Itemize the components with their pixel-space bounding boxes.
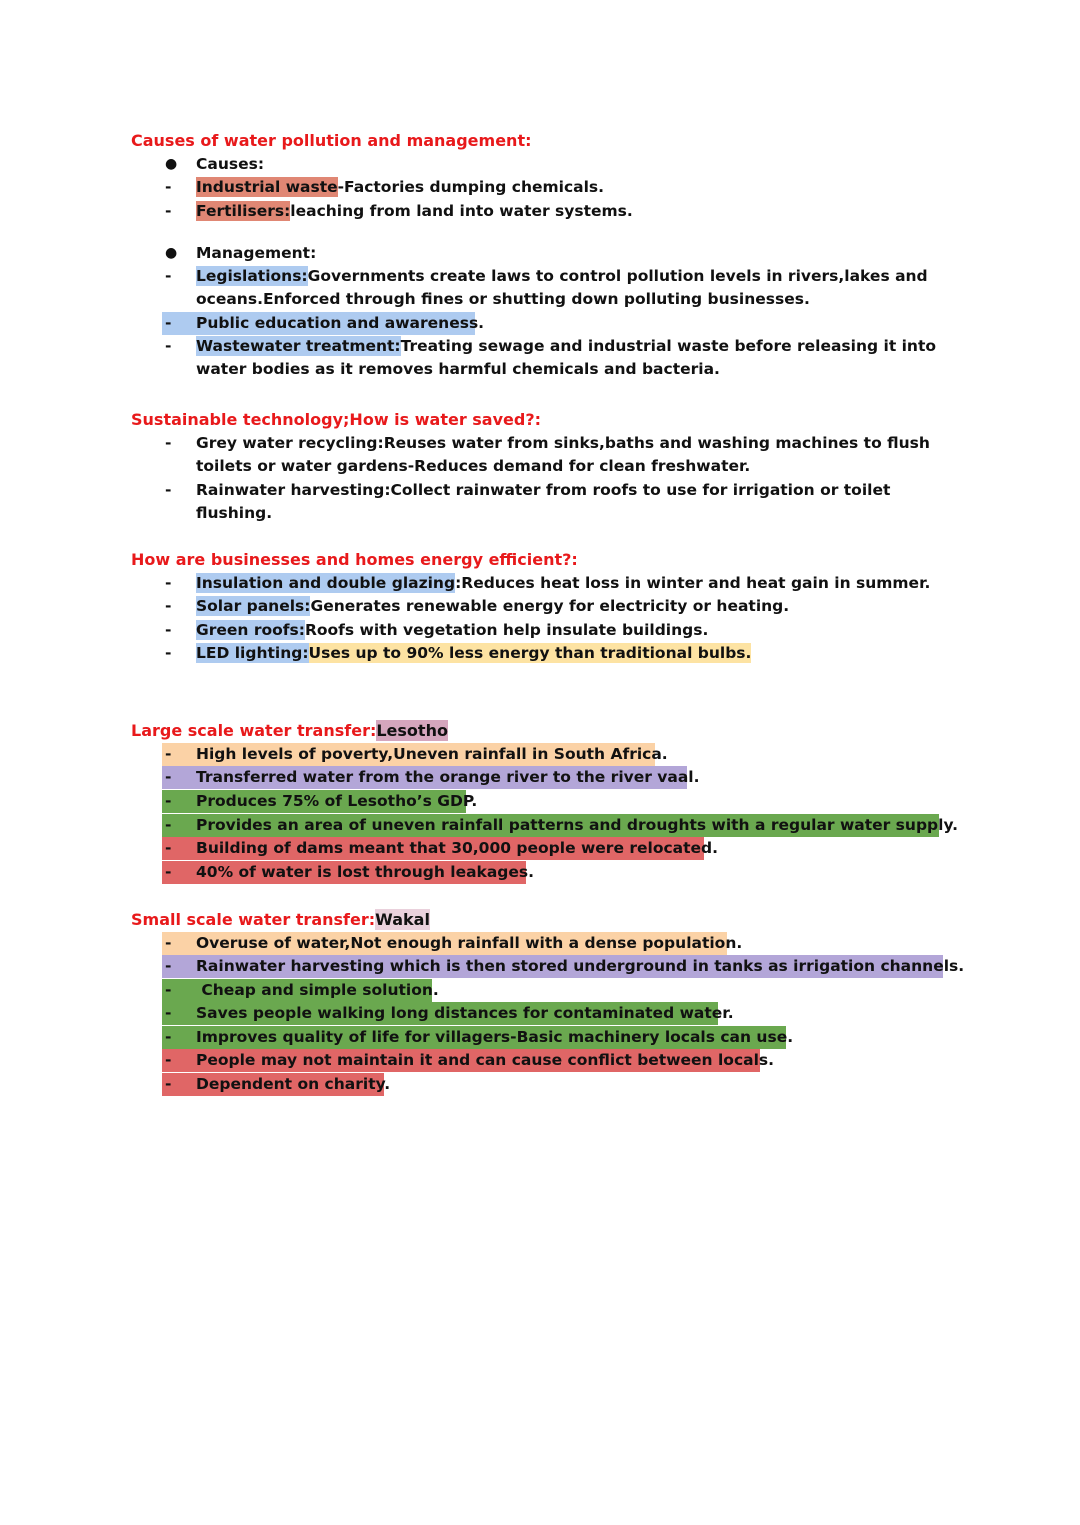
bullet-dash: - — [165, 597, 172, 615]
highlight-term: Green roofs: — [196, 621, 305, 639]
bullet-dash: - — [165, 816, 172, 834]
highlight-term: Fertilisers: — [196, 202, 291, 220]
bullet-dash: - — [165, 644, 172, 662]
sustainable-heading: Sustainable technology;How is water saved?: — [131, 410, 542, 429]
highlight-term: Industrial waste — [196, 178, 338, 196]
energy-heading: How are businesses and homes energy efficient?: — [131, 550, 578, 569]
highlight-term: Legislations: — [196, 267, 308, 285]
highlight-term: Solar panels: — [196, 597, 311, 615]
item-text: Uses up to 90% less energy than traditional bulbs. — [308, 644, 752, 662]
item-text: Public education and awareness. — [196, 314, 485, 332]
bullet-dash: - — [165, 768, 172, 786]
bullet-dash: - — [165, 434, 172, 452]
bullet-dash: - — [165, 957, 172, 975]
item-text: Rainwater harvesting:Collect rainwater from roofs to use for irrigation or toilet — [196, 481, 891, 499]
item-text: oceans.Enforced through fines or shutting down polluting businesses. — [196, 290, 810, 308]
bullet-dash: - — [165, 621, 172, 639]
bullet-dash: - — [165, 1051, 172, 1069]
bullet-dash: - — [165, 202, 172, 220]
item-text: Building of dams meant that 30,000 people were relocated. — [196, 839, 719, 857]
item-text: :Reduces heat loss in winter and heat gain in summer. — [455, 574, 931, 592]
item-text: Generates renewable energy for electricity or heating. — [310, 597, 790, 615]
bullet-dash: - — [165, 481, 172, 499]
bullet-dash: - — [165, 792, 172, 810]
pollution-heading: Causes of water pollution and management: — [131, 131, 532, 150]
bullet-dash: - — [165, 337, 172, 355]
item-text: Transferred water from the orange river to the river vaal. — [196, 768, 700, 786]
bullet-dot: ● — [165, 156, 178, 172]
item-text: -Factories dumping chemicals. — [337, 178, 605, 196]
item-text: People may not maintain it and can cause conflict between locals. — [196, 1051, 775, 1069]
bullet-dash: - — [165, 1075, 172, 1093]
item-text: leaching from land into water systems. — [290, 202, 633, 220]
bullet-dash: - — [165, 745, 172, 763]
bullet-dash: - — [165, 839, 172, 857]
heading-text: Large scale water transfer: — [131, 721, 377, 740]
item-text: Provides an area of uneven rainfall patterns and droughts with a regular water supply. — [196, 816, 959, 834]
bullet-dot: ● — [165, 245, 178, 261]
item-text: Roofs with vegetation help insulate buildings. — [304, 621, 709, 639]
item-text: Saves people walking long distances for contaminated water. — [196, 1004, 734, 1022]
highlight-term: Insulation and double glazing — [196, 574, 456, 592]
item-text: Cheap and simple solution. — [196, 981, 439, 999]
bullet-dash: - — [165, 934, 172, 952]
place-name: Lesotho — [376, 721, 448, 740]
causes-label: Causes: — [196, 155, 265, 173]
highlight-term: LED lighting: — [196, 644, 309, 662]
bullet-dash: - — [165, 267, 172, 285]
item-text: Treating sewage and industrial waste before releasing it into — [400, 337, 937, 355]
small-transfer-heading — [131, 908, 430, 931]
item-text: flushing. — [196, 504, 273, 522]
item-text: toilets or water gardens-Reduces demand for clean freshwater. — [196, 457, 751, 475]
management-label: Management: — [196, 244, 317, 262]
large-transfer-heading — [131, 719, 448, 742]
item-text: High levels of poverty,Uneven rainfall in South Africa. — [196, 745, 668, 763]
bullet-dash: - — [165, 863, 172, 881]
highlight-term: Wastewater treatment: — [196, 337, 401, 355]
item-text: Rainwater harvesting which is then stored underground in tanks as irrigation channels. — [196, 957, 965, 975]
bullet-dash: - — [165, 178, 172, 196]
item-text: water bodies as it removes harmful chemicals and bacteria. — [196, 360, 720, 378]
heading-text: Small scale water transfer: — [131, 910, 376, 929]
item-text: 40% of water is lost through leakages. — [196, 863, 535, 881]
item-text: Produces 75% of Lesotho’s GDP. — [196, 792, 478, 810]
item-text: Improves quality of life for villagers-Basic machinery locals can use. — [196, 1028, 794, 1046]
bullet-dash: - — [165, 1028, 172, 1046]
bullet-dash: - — [165, 1004, 172, 1022]
item-text: Dependent on charity. — [196, 1075, 391, 1093]
place-name: Wakal — [375, 910, 430, 929]
item-text: Overuse of water,Not enough rainfall with a dense population. — [196, 934, 743, 952]
bullet-dash: - — [165, 574, 172, 592]
item-text: Grey water recycling:Reuses water from sinks,baths and washing machines to flush — [196, 434, 930, 452]
bullet-dash: - — [165, 314, 172, 332]
bullet-dash: - — [165, 981, 172, 999]
item-text: Governments create laws to control pollution levels in rivers,lakes and — [307, 267, 928, 285]
